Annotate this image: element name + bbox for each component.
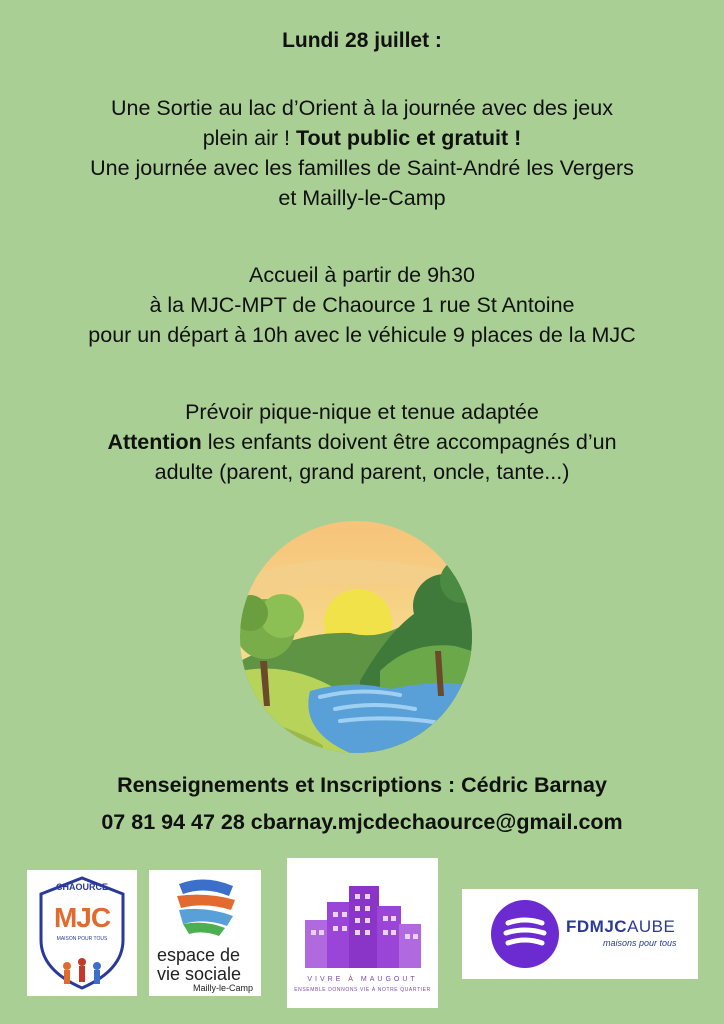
attention-highlight: Attention [107, 430, 202, 454]
meeting-info [0, 260, 724, 350]
mjc-chaource-logo [27, 870, 137, 996]
outing-line-2 [0, 123, 724, 153]
fdmjc-name-light: AUBE [627, 917, 676, 936]
fdmjc-name-bold: FDMJC [566, 917, 628, 936]
vam-name: VIVRE À MAUGOUT [307, 976, 418, 983]
buildings-icon [287, 858, 438, 976]
date-heading: Lundi 28 juillet : [282, 29, 442, 52]
outing-description [0, 93, 724, 213]
contact-heading: Renseignements et Inscriptions : Cédric Barnay [117, 773, 607, 797]
mjc-town: CHAOURCE [55, 882, 108, 892]
instructions-line-2 [0, 427, 724, 457]
vivre-a-maugout-logo [287, 858, 438, 1008]
evs-swirl-icon [149, 870, 261, 944]
meeting-line-3: pour un départ à 10h avec le véhicule 9 places de la MJC [88, 323, 636, 347]
meeting-line-2: à la MJC-MPT de Chaource 1 rue St Antoine [149, 293, 575, 317]
mjc-subtitle: MAISON POUR TOUS [56, 936, 108, 942]
fdmjc-aube-logo [462, 889, 698, 979]
outing-line-4: et Mailly-le-Camp [278, 186, 446, 210]
vam-slogan: ENSEMBLE DONNONS VIE À NOTRE QUARTIER [294, 987, 431, 993]
evs-line-2: vie sociale [157, 964, 242, 984]
outing-line-3: Une journée avec les familles de Saint-André les Vergers [90, 156, 634, 180]
fdmjc-tagline: maisons pour tous [603, 938, 677, 948]
free-public-highlight: Tout public et gratuit ! [295, 126, 522, 150]
meeting-line-1: Accueil à partir de 9h30 [249, 263, 475, 287]
contact-details: 07 81 94 47 28 cbarnay.mjcdechaource@gmail.com [101, 810, 623, 834]
fdmjc-name [566, 917, 675, 937]
instructions [0, 397, 724, 487]
instructions-line-2-text: les enfants doivent être accompagnés d’un [201, 430, 617, 454]
instructions-line-1: Prévoir pique-nique et tenue adaptée [185, 400, 539, 424]
outing-line-2-text: plein air ! [202, 126, 296, 150]
mjc-acronym: MJC [53, 902, 111, 933]
fdmjc-emblem-icon [480, 889, 570, 979]
evs-line-1: espace de [157, 945, 241, 965]
outing-line-1: Une Sortie au lac d’Orient à la journée avec des jeux [111, 96, 613, 120]
landscape-lake-sun-icon [240, 521, 472, 753]
instructions-line-3: adulte (parent, grand parent, oncle, tante...) [154, 460, 570, 484]
evs-line-3: Mailly-le-Camp [192, 983, 253, 993]
espace-vie-sociale-logo [149, 870, 261, 996]
